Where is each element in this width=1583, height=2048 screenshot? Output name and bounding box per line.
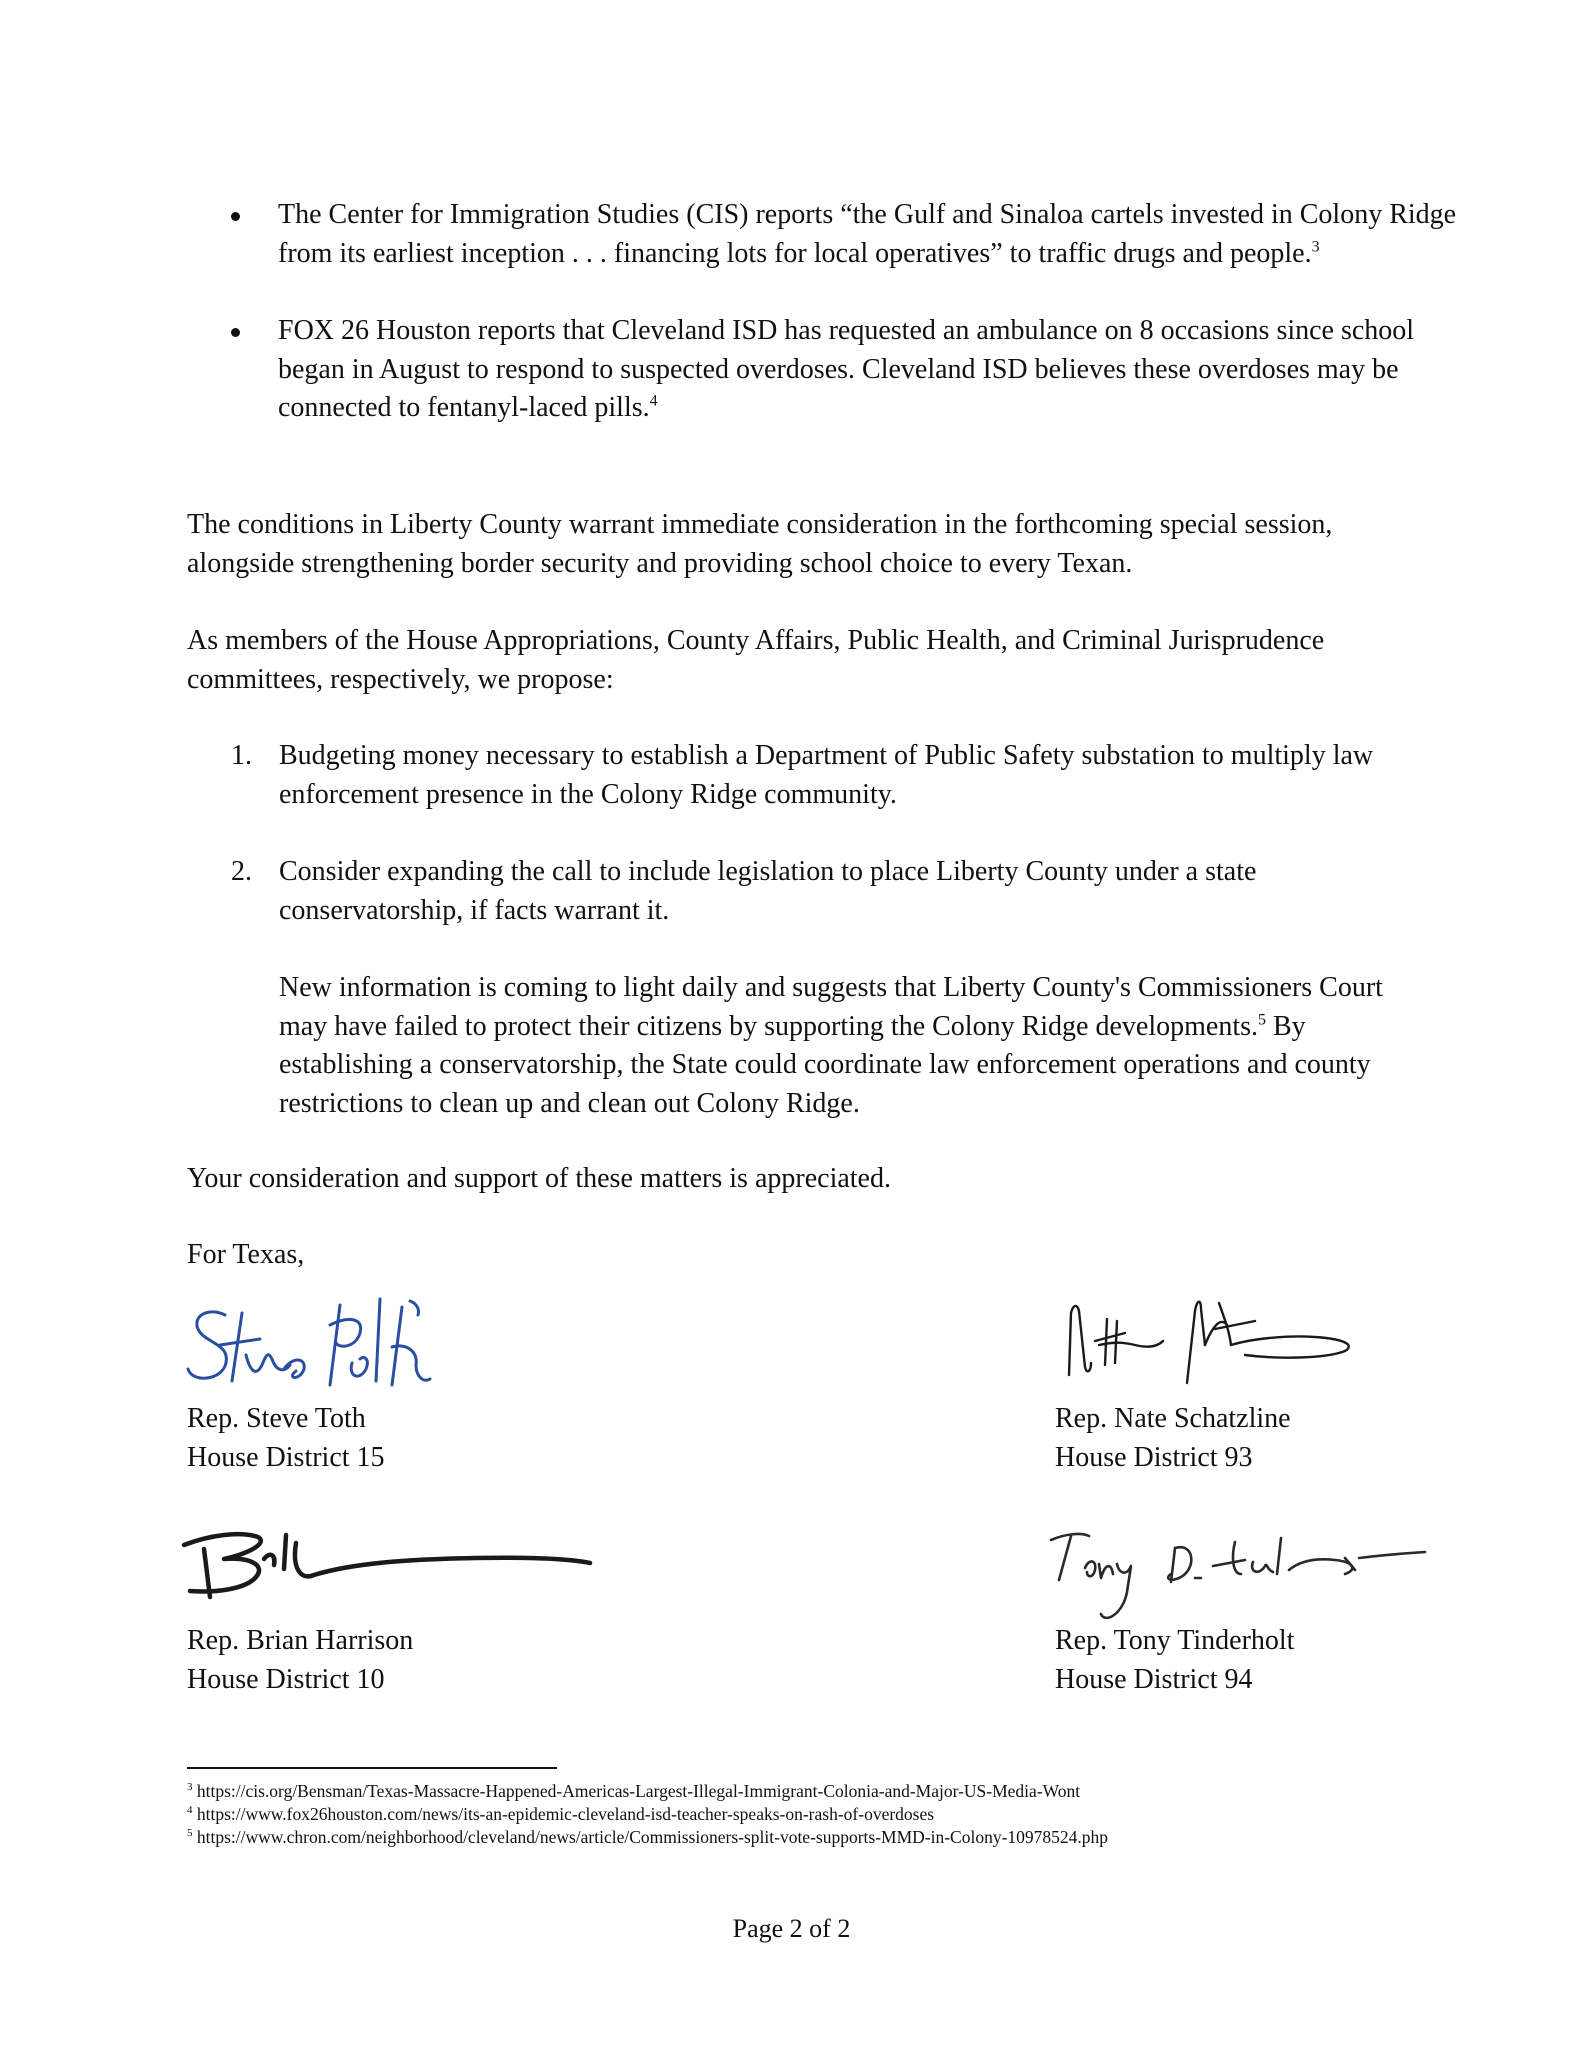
footnote-number: 5	[187, 1827, 193, 1840]
signature-steve-toth	[180, 1285, 440, 1395]
signer-district: House District 93	[1055, 1442, 1253, 1473]
footnote-item	[187, 1803, 1108, 1826]
bullet-text: FOX 26 Houston reports that Cleveland ISD has requested an ambulance on 8 occasions since school began in August to respond to suspected overdoses. Cleveland ISD believes these overdoses may be connected to fentanyl-laced pills.	[278, 315, 1415, 423]
footnote-ref: 4	[649, 392, 658, 410]
footnote-number: 4	[187, 1804, 193, 1817]
footnote-link[interactable]: https://cis.org/Bensman/Texas-Massacre-Happened-Americas-Largest-Illegal-Immigrant-Colonia-and-Major-US-Media-Wont	[196, 1781, 1081, 1801]
proposal-text: Consider expanding the call to include legislation to place Liberty County under a state conservatorship, if facts warrant it.	[279, 856, 1257, 926]
signer-district: House District 15	[187, 1442, 385, 1473]
proposal-number: 2.	[231, 856, 252, 887]
footnote-ref: 3	[1311, 238, 1320, 256]
conditions-paragraph: The conditions in Liberty County warrant immediate consideration in the forthcoming special session, alongside strengthening border security and providing school choice to every Texan.	[187, 509, 1333, 579]
bullet-item	[186, 312, 1473, 428]
followup-text: New information is coming to light daily and suggests that Liberty County's Commissioners Court may have failed to protect their citizens by supporting the Colony Ridge developments.	[279, 972, 1383, 1042]
signer-block	[187, 1621, 413, 1699]
signature-nate-schatzline	[1055, 1285, 1375, 1385]
signer-name: Rep. Nate Schatzline	[1055, 1403, 1291, 1434]
bullet-dot-icon	[231, 328, 240, 337]
members-paragraph: As members of the House Appropriations, County Affairs, Public Health, and Criminal Jurisprudence committees, respectively, we propose:	[187, 625, 1325, 695]
signer-block	[1055, 1621, 1294, 1699]
footnote-number: 3	[187, 1781, 193, 1794]
proposal-item	[187, 737, 1399, 814]
proposal-list	[187, 737, 1397, 1123]
page-number: Page 2 of 2	[732, 1914, 851, 1943]
footnote-item	[187, 1780, 1108, 1803]
footnote-link[interactable]: https://www.chron.com/neighborhood/cleveland/news/article/Commissioners-split-vote-supports-MMD-in-Colony-10978524.php	[196, 1827, 1109, 1847]
footnotes	[187, 1780, 1108, 1849]
footnote-item	[187, 1826, 1108, 1849]
proposal-item	[187, 853, 1399, 930]
proposal-followup	[187, 969, 1399, 1123]
bullet-text: The Center for Immigration Studies (CIS) reports “the Gulf and Sinaloa cartels invested in Colony Ridge from its earliest inception . . . financing lots for local operatives” to traffic drugs and people.	[278, 199, 1457, 269]
signer-district: House District 94	[1055, 1664, 1253, 1695]
signer-block	[187, 1399, 385, 1477]
followup-text-cont: By establishing a conservatorship, the State could coordinate law enforcement operations and county restrictions to clean up and clean out Colony Ridge.	[279, 1010, 1371, 1119]
footnote-link[interactable]: https://www.fox26houston.com/news/its-an-epidemic-cleveland-isd-teacher-speaks-on-rash-of-overdoses	[196, 1804, 935, 1824]
proposal-number: 1.	[231, 740, 252, 771]
proposal-text: Budgeting money necessary to establish a Department of Public Safety substation to multiply law enforcement presence in the Colony Ridge community.	[279, 740, 1374, 810]
findings-bullet-list	[186, 196, 1457, 428]
footnote-divider	[187, 1767, 557, 1769]
closing-paragraph: Your consideration and support of these matters is appreciated.	[187, 1163, 891, 1194]
signer-block	[1055, 1399, 1291, 1477]
bullet-item	[186, 196, 1473, 273]
signer-name: Rep. Brian Harrison	[187, 1625, 414, 1656]
bullet-dot-icon	[231, 212, 240, 221]
signer-district: House District 10	[187, 1664, 385, 1695]
salutation: For Texas,	[187, 1239, 305, 1270]
signer-name: Rep. Steve Toth	[187, 1403, 366, 1434]
signer-name: Rep. Tony Tinderholt	[1055, 1625, 1295, 1656]
signature-tony-tinderholt	[1045, 1518, 1445, 1628]
footnote-ref: 5	[1258, 1011, 1266, 1029]
signature-brian-harrison	[180, 1515, 600, 1605]
